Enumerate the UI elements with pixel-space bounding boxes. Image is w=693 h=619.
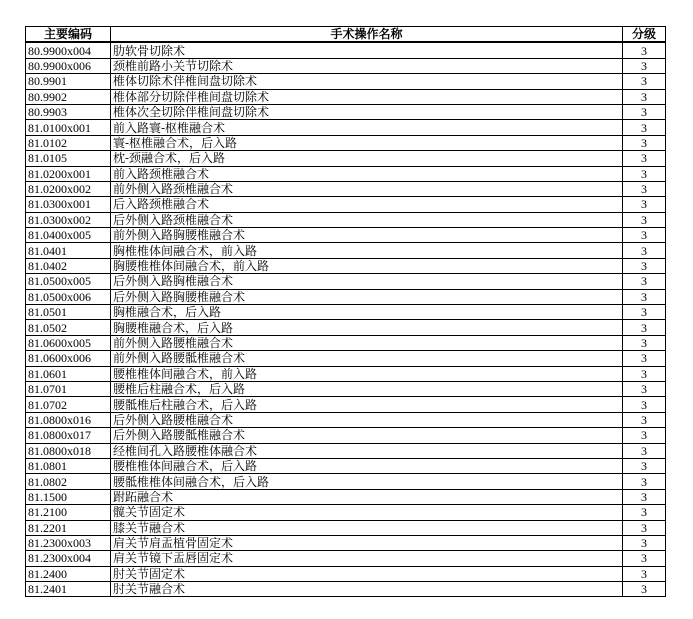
grade-cell: 3 [623,412,666,427]
code-cell: 81.0102 [26,135,111,150]
table-row [26,258,666,273]
grade-cell: 3 [623,58,666,73]
grade-cell: 3 [623,197,666,212]
grade-cell: 3 [623,181,666,196]
code-cell: 80.9902 [26,89,111,104]
grade-cell: 3 [623,443,666,458]
name-cell: 腰椎椎体间融合术，后入路 [111,458,623,473]
code-cell: 80.9900x006 [26,58,111,73]
code-cell: 81.2401 [26,582,111,597]
table-row [26,566,666,581]
name-cell: 前外侧入路腰骶椎融合术 [111,351,623,366]
table-row [26,58,666,73]
table-row [26,120,666,135]
code-cell: 81.0400x005 [26,228,111,243]
code-cell: 81.2300x003 [26,535,111,550]
grade-cell: 3 [623,505,666,520]
name-cell: 腰骶椎椎体间融合术，后入路 [111,474,623,489]
name-cell: 枕-颈融合术，后入路 [111,151,623,166]
code-cell: 81.0300x001 [26,197,111,212]
name-cell: 腰骶椎后柱融合术，后入路 [111,397,623,412]
grade-cell: 3 [623,582,666,597]
table-row [26,151,666,166]
code-cell: 81.0600x005 [26,335,111,350]
name-cell: 腰椎椎体间融合术，前入路 [111,366,623,381]
table-row [26,243,666,258]
header-code: 主要编码 [26,27,111,43]
code-cell: 81.0501 [26,305,111,320]
grade-cell: 3 [623,351,666,366]
grade-cell: 3 [623,212,666,227]
grade-cell: 3 [623,520,666,535]
table-row [26,458,666,473]
table-row [26,305,666,320]
name-cell: 前入路寰-枢椎融合术 [111,120,623,135]
table-row [26,489,666,504]
grade-cell: 3 [623,305,666,320]
grade-cell: 3 [623,258,666,273]
grade-cell: 3 [623,151,666,166]
table-row [26,320,666,335]
grade-cell: 3 [623,89,666,104]
table-row [26,520,666,535]
grade-cell: 3 [623,243,666,258]
name-cell: 后外侧入路颈椎融合术 [111,212,623,227]
table-row [26,551,666,566]
name-cell: 后外侧入路腰椎融合术 [111,412,623,427]
table-row [26,166,666,181]
grade-cell: 3 [623,551,666,566]
name-cell: 胸椎融合术，后入路 [111,305,623,320]
table-row [26,443,666,458]
code-cell: 81.0801 [26,458,111,473]
code-cell: 81.0702 [26,397,111,412]
table-row [26,351,666,366]
grade-cell: 3 [623,120,666,135]
grade-cell: 3 [623,474,666,489]
table-row [26,212,666,227]
code-cell: 81.0100x001 [26,120,111,135]
code-cell: 81.0105 [26,151,111,166]
code-cell: 81.0600x006 [26,351,111,366]
grade-cell: 3 [623,320,666,335]
table-row [26,412,666,427]
table-row [26,42,666,58]
table-body [26,42,666,597]
header-grade: 分级 [623,27,666,43]
code-cell: 81.0500x005 [26,274,111,289]
name-cell: 后外侧入路胸腰椎融合术 [111,289,623,304]
grade-cell: 3 [623,566,666,581]
name-cell: 前外侧入路颈椎融合术 [111,181,623,196]
code-cell: 80.9903 [26,104,111,119]
table-row [26,274,666,289]
grade-cell: 3 [623,274,666,289]
code-cell: 81.0401 [26,243,111,258]
code-cell: 81.0500x006 [26,289,111,304]
code-cell: 81.2100 [26,505,111,520]
table-header [26,27,666,43]
name-cell: 前外侧入路胸腰椎融合术 [111,228,623,243]
code-cell: 81.0200x001 [26,166,111,181]
grade-cell: 3 [623,289,666,304]
code-cell: 81.0800x018 [26,443,111,458]
table-row [26,228,666,243]
table-row [26,289,666,304]
name-cell: 肩关节肩盂植骨固定术 [111,535,623,550]
grade-cell: 3 [623,366,666,381]
table-row [26,474,666,489]
name-cell: 后入路颈椎融合术 [111,197,623,212]
grade-cell: 3 [623,335,666,350]
code-cell: 80.9901 [26,74,111,89]
code-cell: 81.0800x017 [26,428,111,443]
table-row [26,135,666,150]
name-cell: 髋关节固定术 [111,505,623,520]
name-cell: 肘关节融合术 [111,582,623,597]
code-cell: 81.2400 [26,566,111,581]
name-cell: 跗跖融合术 [111,489,623,504]
table-row [26,582,666,597]
table-row [26,104,666,119]
table-row [26,335,666,350]
name-cell: 胸椎椎体间融合术，前入路 [111,243,623,258]
name-cell: 胸腰椎融合术，后入路 [111,320,623,335]
table-row [26,428,666,443]
table-row [26,535,666,550]
grade-cell: 3 [623,74,666,89]
code-cell: 80.9900x004 [26,42,111,58]
code-cell: 81.1500 [26,489,111,504]
name-cell: 经椎间孔入路腰椎体融合术 [111,443,623,458]
name-cell: 膝关节融合术 [111,520,623,535]
surgery-grade-table-sheet [25,26,665,597]
name-cell: 颈椎前路小关节切除术 [111,58,623,73]
table-row [26,181,666,196]
name-cell: 后外侧入路胸椎融合术 [111,274,623,289]
header-name: 手术操作名称 [111,27,623,43]
header-row [26,27,666,43]
table-row [26,505,666,520]
table-row [26,381,666,396]
grade-cell: 3 [623,428,666,443]
grade-cell: 3 [623,228,666,243]
name-cell: 前外侧入路腰椎融合术 [111,335,623,350]
name-cell: 肘关节固定术 [111,566,623,581]
surgery-grade-table [25,26,666,597]
table-row [26,197,666,212]
grade-cell: 3 [623,135,666,150]
grade-cell: 3 [623,166,666,181]
table-row [26,397,666,412]
name-cell: 寰-枢椎融合术，后入路 [111,135,623,150]
name-cell: 腰椎后柱融合术，后入路 [111,381,623,396]
grade-cell: 3 [623,42,666,58]
code-cell: 81.0802 [26,474,111,489]
name-cell: 肋软骨切除术 [111,42,623,58]
code-cell: 81.0200x002 [26,181,111,196]
grade-cell: 3 [623,104,666,119]
name-cell: 椎体部分切除伴椎间盘切除术 [111,89,623,104]
code-cell: 81.0601 [26,366,111,381]
name-cell: 前入路颈椎融合术 [111,166,623,181]
code-cell: 81.2201 [26,520,111,535]
table-row [26,89,666,104]
name-cell: 肩关节镜下盂唇固定术 [111,551,623,566]
code-cell: 81.0800x016 [26,412,111,427]
name-cell: 椎体次全切除伴椎间盘切除术 [111,104,623,119]
grade-cell: 3 [623,397,666,412]
table-row [26,366,666,381]
code-cell: 81.2300x004 [26,551,111,566]
name-cell: 后外侧入路腰骶椎融合术 [111,428,623,443]
name-cell: 椎体切除术伴椎间盘切除术 [111,74,623,89]
grade-cell: 3 [623,381,666,396]
grade-cell: 3 [623,535,666,550]
code-cell: 81.0502 [26,320,111,335]
code-cell: 81.0701 [26,381,111,396]
grade-cell: 3 [623,458,666,473]
grade-cell: 3 [623,489,666,504]
table-row [26,74,666,89]
name-cell: 胸腰椎椎体间融合术，前入路 [111,258,623,273]
code-cell: 81.0402 [26,258,111,273]
code-cell: 81.0300x002 [26,212,111,227]
